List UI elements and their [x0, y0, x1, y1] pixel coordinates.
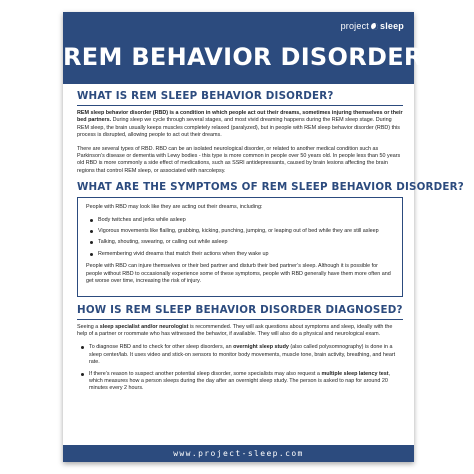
symptoms-outro: People with RBD can injure themselves or their bed partner and disturb their bed partner’s sleep. Although it is possible for people without RBD to occasionally experience some of these symptoms, people with RBD generally have them more often and get worse over time, increasing the risk of injury. — [86, 263, 391, 285]
diagnosis-text-b: is recommended. They will ask questions about symptoms and sleep, ideally with the help of a partner or roommate who has witnessed the behavior, if available. They will also do a physical and neurological exam. — [77, 323, 393, 337]
diagnosis-list — [77, 344, 403, 392]
bullet-icon — [81, 373, 84, 376]
list-item-text: , which measures how a person sleeps during the day after an overnight sleep study. The person is asked to nap for around 20 minutes every 2 hours. — [89, 370, 391, 392]
diagnosis-paragraph — [77, 324, 403, 339]
bullet-icon — [81, 346, 84, 349]
list-item-bold-text: overnight sleep study — [233, 344, 289, 351]
diagnosis-text-a: Seeing a — [77, 323, 100, 330]
types-paragraph: There are several types of RBD. RBD can be an isolated neurological disorder, or related to another medical condition such as Parkinson’s disease or dementia with Lewy bodies - this type is more common in people over 50 years old. In people less than 50 years old RBD is more commonly a side effect of medications, such as SSRI antidepressants, caused by brain lesions affecting the brain regions that control REM sleep, or associated with narcolepsy. — [77, 145, 401, 174]
bullet-icon — [90, 230, 93, 233]
list-item — [86, 228, 394, 235]
main-content — [77, 88, 464, 398]
list-item — [77, 344, 403, 366]
moon-icon — [371, 23, 378, 30]
heading-divider — [77, 319, 403, 320]
list-item-text: Remembering vivid dreams that match their actions when they wake up — [98, 250, 269, 257]
list-item-text: (also called polysomnography) is done in a sleep center/lab. It uses video and stick-on sensors to monitor body movements, muscle tone, brain activity, breathing, and heart rate. — [89, 344, 396, 366]
intro-bold-text: REM sleep behavior disorder (RBD) is a condition in which people act out their dreams, sometimes injuring themselves or their bed partners. — [77, 110, 403, 124]
header-banner — [63, 12, 423, 84]
section-heading-symptoms: WHAT ARE THE SYMPTOMS OF REM SLEEP BEHAVIOR DISORDER? — [77, 181, 464, 194]
symptoms-intro: People with RBD may look like they are acting out their dreams, including: — [86, 204, 263, 211]
list-item — [86, 217, 394, 224]
list-item-text: Body twitches and jerks while asleep — [98, 216, 186, 223]
list-item-text: To diagnose RBD and to check for other sleep disorders, an — [89, 344, 234, 351]
footer-url[interactable]: www.project-sleep.com — [173, 449, 304, 458]
bullet-icon — [90, 241, 93, 244]
heading-divider — [77, 105, 403, 106]
logo-suffix: sleep — [379, 21, 404, 31]
list-item — [77, 371, 403, 393]
section-heading-what-is: WHAT IS REM SLEEP BEHAVIOR DISORDER? — [77, 90, 334, 102]
footer-banner — [63, 445, 414, 462]
symptoms-list — [86, 217, 394, 259]
diagnosis-bold-text: sleep specialist and/or neurologist — [99, 323, 189, 330]
bullet-icon — [90, 219, 93, 222]
logo-prefix: project — [340, 21, 369, 31]
list-item-text: Talking, shouting, swearing, or calling out while asleep — [98, 239, 228, 246]
fact-sheet — [63, 12, 464, 462]
intro-text: During sleep we cycle through several stages, and most vivid dreaming happens during the REM sleep stage. During REM sleep, the brain usually keeps muscles completely relaxed (paralyzed), but in people with REM sleep behavior disorder (RBD) this process is disrupted, allowing people to act out their dreams. — [77, 117, 400, 139]
project-sleep-logo — [341, 20, 404, 32]
list-item-bold-text: multiple sleep latency test — [321, 370, 389, 377]
intro-paragraph — [77, 110, 403, 140]
list-item — [86, 251, 394, 258]
symptoms-box — [77, 197, 403, 296]
list-item-text: Vigorous movements like flailing, grabbing, kicking, punching, jumping, or leaping out of bed while they are still asleep — [98, 228, 379, 235]
list-item — [86, 239, 394, 246]
bullet-icon — [90, 253, 93, 256]
section-heading-diagnosed: HOW IS REM SLEEP BEHAVIOR DISORDER DIAGNOSED? — [77, 303, 403, 316]
page-title: REM BEHAVIOR DISORDER — [63, 43, 423, 71]
list-item-text: If there’s reason to suspect another potential sleep disorder, some specialists may also request a — [89, 370, 322, 377]
